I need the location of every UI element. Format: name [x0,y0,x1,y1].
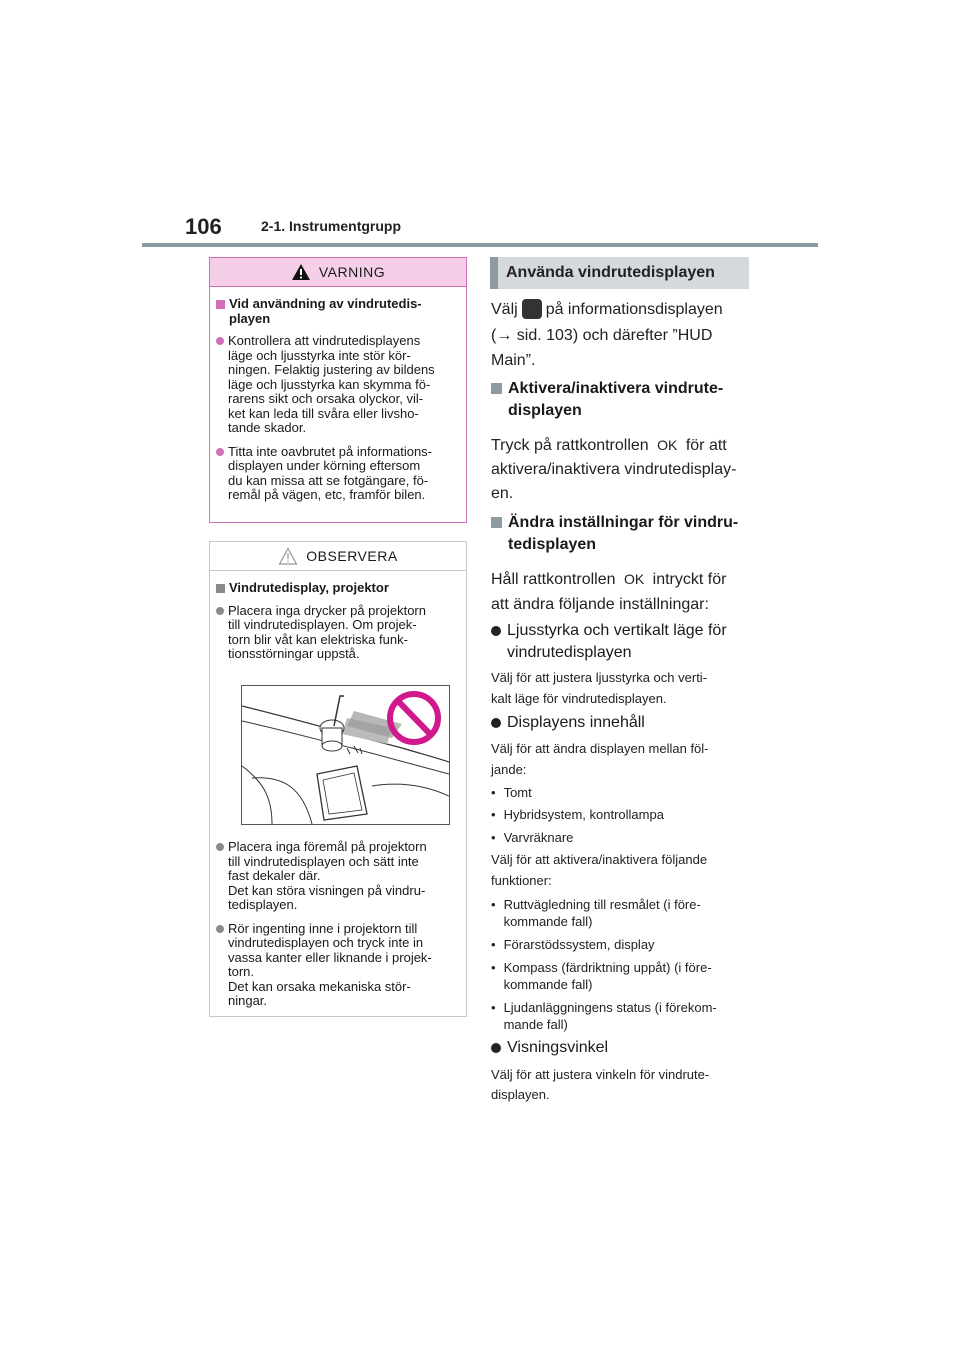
subheading-text: Ändra inställningar för vindru- tedisplayen [508,514,739,553]
intro-line: (→ sid. 103) och därefter ”HUD [491,327,713,344]
list-item-text: Ljudanläggningens status (i förekom- mande fall) [503,1000,717,1032]
setting-item-text: Displayens innehåll [507,714,645,731]
subheading [491,512,738,556]
setting-item [491,620,727,664]
bullet-dot-icon [216,337,224,345]
ok-button-symbol: OK [657,437,678,453]
setting-item-text: Ljusstyrka och vertikalt läge för vindrutedisplayen [507,622,727,661]
notice-box [209,541,467,1017]
notice-bullet-text: Rör ingenting inne i projektorn till vindrutedisplayen och tryck inte in vassa kanter eller liknande i projek- torn. Det kan orsaka mekaniska stör- ningar. [228,920,432,1008]
notice-bullet-text: Placera inga drycker på projektorn till vindrutedisplayen. Om projek- torn blir våt kan elektriska funk- tionsstörningar uppstå. [228,602,426,661]
subheading [491,378,723,422]
list-item-text: Förarstödssystem, display [503,937,655,952]
warning-heading [216,297,458,326]
notice-bullet-text: Placera inga föremål på projektorn till vindrutedisplayen och sätt inte fast dekaler där. Det kan störa visningen på vindru- tedisplayen. [228,839,427,912]
bullet-dot-icon [216,925,224,933]
notice-heading-text: Vindrutedisplay, projektor [229,580,389,595]
notice-header [210,542,466,571]
section-title: 2-1. Instrumentgrupp [261,218,402,234]
bullet-dot-icon [491,718,501,728]
body-text: Håll rattkontrollen [491,571,616,588]
page-number: 106 [185,214,222,239]
list-item-text: Kompass (färdriktning uppåt) (i före- kommande fall) [503,960,712,992]
description-line: Välj för att ändra displayen mellan föl- [491,741,709,756]
subheading-text: Aktivera/inaktivera vindrute- displayen [508,380,724,419]
warning-box [209,257,467,523]
description-line: displayen. [491,1087,550,1102]
header-rule [142,243,818,247]
section-heading [490,257,749,289]
intro-text: på informationsdisplayen [545,301,723,318]
notice-bullet [216,840,458,913]
warning-heading-text: Vid användning av vindrutedis- playen [229,296,422,326]
list-item-text: Hybridsystem, kontrollampa [503,807,664,822]
body-line: en. [491,485,514,502]
description-line: jande: [491,762,527,777]
bullet-dot-icon [491,1043,501,1053]
warning-bullet [216,445,458,503]
warning-bullet-text: Kontrollera att vindrutedisplayens läge och ljusstyrka inte stör kör- ningen. Felaktig justering av bildens läge och ljusstyrka kan skymma fö- rarens sikt och orsaka olyckor, vil- ket kan leda till svåra eller livsho- tande skador. [228,333,435,435]
warning-bullet [216,334,458,436]
list-item: • Varvräknare [491,830,574,845]
bullet-dot-icon [216,843,224,851]
list-item-text: Ruttvägledning till resmålet (i före- kommande fall) [503,897,701,929]
square-bullet-icon [491,383,502,394]
intro-text: Välj [491,301,518,318]
ok-button-symbol: OK [623,571,645,587]
body-text: Tryck på rattkontrollen [491,437,649,454]
description-line: Välj för att justera vinkeln för vindrute- [491,1067,710,1082]
projector-illustration [241,685,450,825]
description-line: Välj för att justera ljusstyrka och verti- [491,670,708,685]
warning-bullet-text: Titta inte oavbrutet på informations- displayen under körning eftersom du kan missa att se fotgängare, fö- remål på vägen, etc, framför bilen. [228,443,433,502]
body-line: aktivera/inaktivera vindrutedisplay- [491,461,737,478]
list-item: • Ruttvägledning till resmålet (i före- kommande fall) [491,897,701,929]
setting-item [491,712,645,734]
notice-title: OBSERVERA [306,548,398,564]
list-item: • Kompass (färdriktning uppåt) (i före- kommande fall) [491,960,712,992]
setting-item [491,1037,608,1059]
list-item: • Ljudanläggningens status (i förekom- mande fall) [491,1000,717,1032]
body-line [491,567,726,592]
square-bullet-icon [491,517,502,528]
list-item-text: Varvräknare [503,830,574,845]
caution-triangle-icon [278,547,298,565]
warning-triangle-icon [291,263,311,281]
warning-header [210,258,466,287]
body-text: för att [685,437,727,454]
notice-heading [216,581,458,596]
description-line: funktioner: [491,873,552,888]
settings-gear-icon [522,299,542,319]
notice-body [210,571,466,1022]
body-line [491,433,727,458]
setting-item-text: Visningsvinkel [507,1039,609,1056]
bullet-dot-icon [491,626,501,636]
body-text: intryckt för [652,571,727,588]
square-bullet-icon [216,300,225,309]
description-line: kalt läge för vindrutedisplayen. [491,691,667,706]
list-item-text: Tomt [503,785,532,800]
bullet-dot-icon [216,448,224,456]
notice-bullet [216,604,458,662]
warning-title: VARNING [318,264,386,280]
section-heading-text: Använda vindrutedisplayen [506,264,715,281]
warning-body [210,287,466,516]
bullet-dot-icon [216,607,224,615]
body-line: att ändra följande inställningar: [491,596,709,613]
intro-line: Main”. [491,352,536,369]
list-item: • Tomt [491,785,532,800]
square-bullet-icon [216,584,225,593]
list-item: • Hybridsystem, kontrollampa [491,807,664,822]
heading-bar [490,257,498,289]
intro-line [491,298,723,322]
description-line: Välj för att aktivera/inaktivera följande [491,852,708,867]
notice-bullet [216,922,458,1009]
list-item: • Förarstödssystem, display [491,937,655,952]
